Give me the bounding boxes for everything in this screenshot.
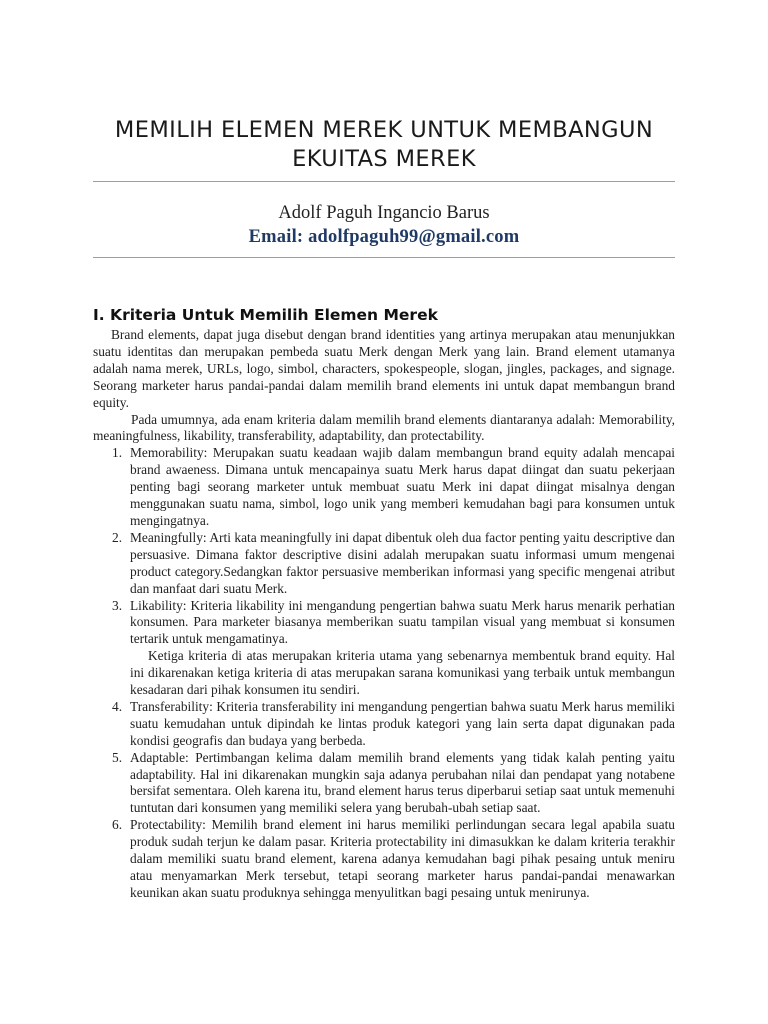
- list-item-number: 4.: [112, 698, 123, 714]
- list-item-text: Memorability: Merupakan suatu keadaan wajib dalam membangun brand equity adalah mencapai brand awaeness. Dimana untuk mencapainya suatu Merk harus dapat diingat dan suatu pekerjaan penting bagi seorang marketer untuk membuat suatu Merk ini dapat diingat misalnya dengan menggunakan suatu nama, simbol, logo unik yang memberi kemudahan bagi para konsumen untuk mengingatnya.: [130, 445, 675, 528]
- list-item: [112, 529, 675, 598]
- list-item-number: 3.: [112, 597, 123, 613]
- section-heading: I. Kriteria Untuk Memilih Elemen Merek: [93, 306, 438, 324]
- criteria-list: [93, 699, 675, 902]
- list-item-number: 1.: [112, 445, 123, 461]
- list-item-number: 2.: [112, 529, 123, 545]
- list-item: [112, 445, 675, 530]
- list-item-number: 6.: [112, 817, 123, 833]
- list-item-text: Likability: Kriteria likability ini mengandung pengertian bahwa suatu Merk harus menarik perhatian konsumen. Para marketer biasanya memberikan suatu tampilan visual yang membuat si konsumen tertarik untuk mengamatinya.: [130, 597, 675, 647]
- list-item-number: 5.: [112, 749, 123, 765]
- list-item: [112, 597, 675, 649]
- list-item-text: Meaningfully: Arti kata meaningfully ini dapat dibentuk oleh dua factor penting yaitu descriptive dan persuasive. Dimana faktor descriptive disini adalah merupakan suatu informasi umum mengenai product category.Sedangkan faktor persuasive memberikan informasi yang specific mengenai atribut dan manfaat dari suatu Merk.: [130, 529, 675, 596]
- list-item: [112, 698, 675, 750]
- intro-paragraph: Pada umumnya, ada enam kriteria dalam memilih brand elements diantaranya adalah: Memorability, meaningfulness, likability, transferability, adaptability, dan protectability.: [93, 411, 675, 444]
- list-item: [112, 749, 675, 818]
- criteria-list: [93, 445, 675, 648]
- section-body: [93, 327, 675, 902]
- list-item-text: Adaptable: Pertimbangan kelima dalam memilih brand elements yang tidak kalah penting yaitu adaptability. Hal ini dikarenakan mungkin saja adanya perubahan nilai dan pendapat yang notabene bersifat sementara. Oleh karena itu, brand element harus terus diperbarui setiap saat untuk memenuhi tuntutan dari konsumen yang memiliki selera yang berubah-ubah setiap saat.: [130, 749, 675, 816]
- author-divider: [93, 257, 675, 258]
- list-item-text: Transferability: Kriteria transferability ini mengandung pengertian bahwa suatu Merk harus memiliki suatu kemudahan untuk dipindah ke lintas produk kategori yang lain serta dapat digunakan pada kondisi geografis dan budaya yang berbeda.: [130, 698, 675, 748]
- author-email: Email: adolfpaguh99@gmail.com: [248, 227, 520, 247]
- author-name: Adolf Paguh Ingancio Barus: [278, 203, 490, 223]
- inset-paragraph: Ketiga kriteria di atas merupakan kriteria utama yang sebenarnya membentuk brand equity. Hal ini dikarenakan ketiga kriteria di atas merupakan sarana komunikasi yang terbaik untuk membangun kesadaran dari pihak konsumen itu sendiri.: [130, 648, 675, 698]
- intro-paragraph: Brand elements, dapat juga disebut dengan brand identities yang artinya merupakan atau menunjukkan suatu identitas dan merupakan pembeda suatu Merk dengan Merk yang lain. Brand element utamanya adalah nama merek, URLs, logo, simbol, characters, spokespeople, slogan, jingles, packages, and signage. Seorang marketer harus pandai-pandai dalam memilih brand elements ini untuk dapat membangun brand equity.: [93, 327, 675, 410]
- list-item-text: Protectability: Memilih brand element ini harus memiliki perlindungan secara legal apabila suatu produk sudah terjun ke dalam pasar. Kriteria protectability ini dimasukkan ke dalam kriteria terakhir dalam memiliki suatu brand element, karena adanya kemudahan bagi pihak pesaing untuk meniru atau menyamarkan Merk tersebut, tetapi seorang marketer harus pandai-pandai menawarkan keunikan akan suatu produknya sehingga menyulitkan bagi pesaing untuk menirunya.: [130, 817, 675, 900]
- title-divider: [93, 181, 675, 182]
- document-title: MEMILIH ELEMEN MEREK UNTUK MEMBANGUN EKUITAS MEREK: [114, 117, 654, 172]
- list-item: [112, 817, 675, 902]
